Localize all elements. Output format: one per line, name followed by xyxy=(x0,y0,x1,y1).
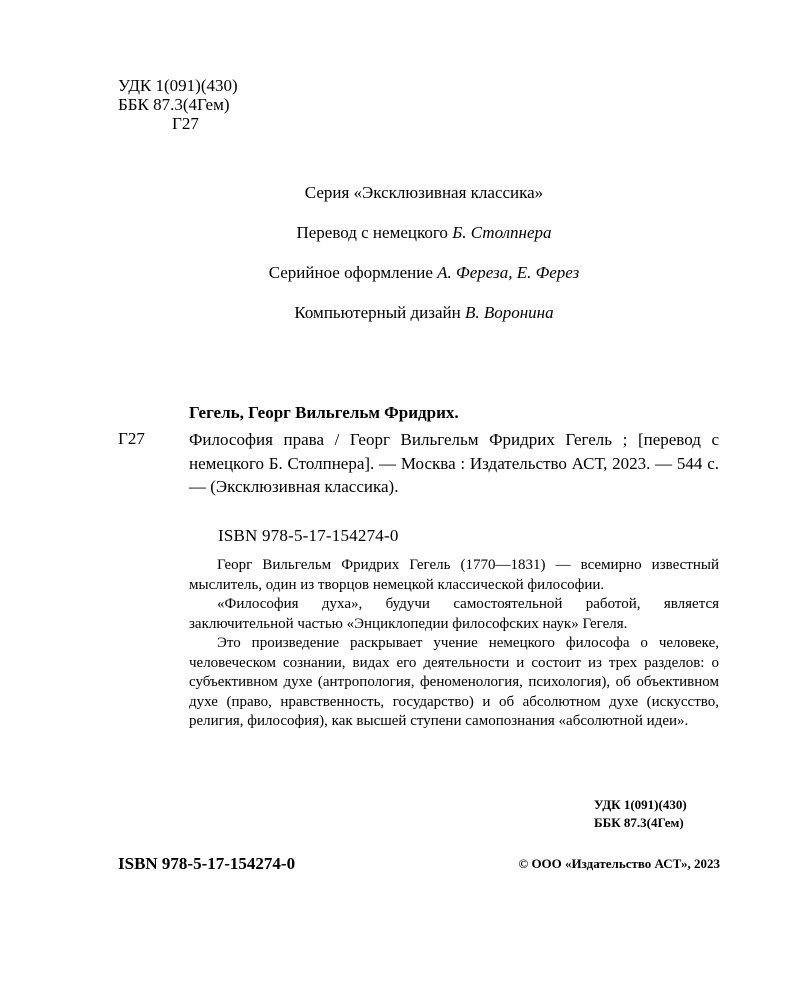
catalog-author-heading: Гегель, Георг Вильгельм Фридрих. xyxy=(189,403,459,422)
computer-design-line xyxy=(0,301,800,341)
design-line xyxy=(0,261,800,301)
catalog-isbn: ISBN 978-5-17-154274-0 xyxy=(218,526,399,545)
classification-codes xyxy=(118,76,238,133)
translator-name: Б. Столпнера xyxy=(452,223,552,242)
credits-block xyxy=(0,181,800,341)
udk-code: УДК 1(091)(430) xyxy=(118,76,238,95)
bottom-classification-codes xyxy=(594,796,687,832)
footer-isbn: ISBN 978-5-17-154274-0 xyxy=(118,854,296,873)
bbk-code-bottom: ББК 87.3(4Гем) xyxy=(594,815,684,830)
udk-code-bottom: УДК 1(091)(430) xyxy=(594,797,687,812)
bbk-code: ББК 87.3(4Гем) xyxy=(118,95,230,114)
translation-label: Перевод с немецкого xyxy=(296,223,448,242)
designer-names: А. Фереза, Е. Ферез xyxy=(437,263,580,282)
catalog-author-mark: Г27 xyxy=(118,429,145,448)
bibliographic-description: Философия права / Георг Вильгельм Фридрих Гегель ; [перевод с немецкого Б. Столпнера]. — Москва : Издательство АСТ, 2023. — 544 с. — (Эксклюзивная классика). xyxy=(189,430,719,496)
computer-designer-name: В. Воронина xyxy=(464,303,554,322)
annotation-paragraph: Георг Вильгельм Фридрих Гегель (1770—1831) — всемирно известный мыслитель, один из творцов немецкой классической философии. xyxy=(189,557,719,593)
translation-line xyxy=(0,221,800,261)
computer-design-label: Компьютерный дизайн xyxy=(294,303,461,322)
annotation-paragraph: «Философия духа», будучи самостоятельной работой, является заключительной частью «Энциклопедии философских наук» Гегеля. xyxy=(189,596,719,632)
design-label: Серийное оформление xyxy=(268,263,433,282)
copyright: © ООО «Издательство АСТ», 2023 xyxy=(518,856,720,871)
annotation-paragraph: Это произведение раскрывает учение немецкого философа о человеке, человеческом сознании, видах его деятельности и состоит из трех разделов: о субъективном духе (антропология, феноменология, психология), об объективном духе (право, нравственность, государство) и об абсолютном духе (искусство, религия, философия), как высшей ступени самопознания «абсолютной идеи». xyxy=(189,635,719,729)
annotation xyxy=(189,556,719,732)
series-line: Серия «Эксклюзивная классика» xyxy=(304,183,544,202)
author-mark: Г27 xyxy=(172,114,199,133)
